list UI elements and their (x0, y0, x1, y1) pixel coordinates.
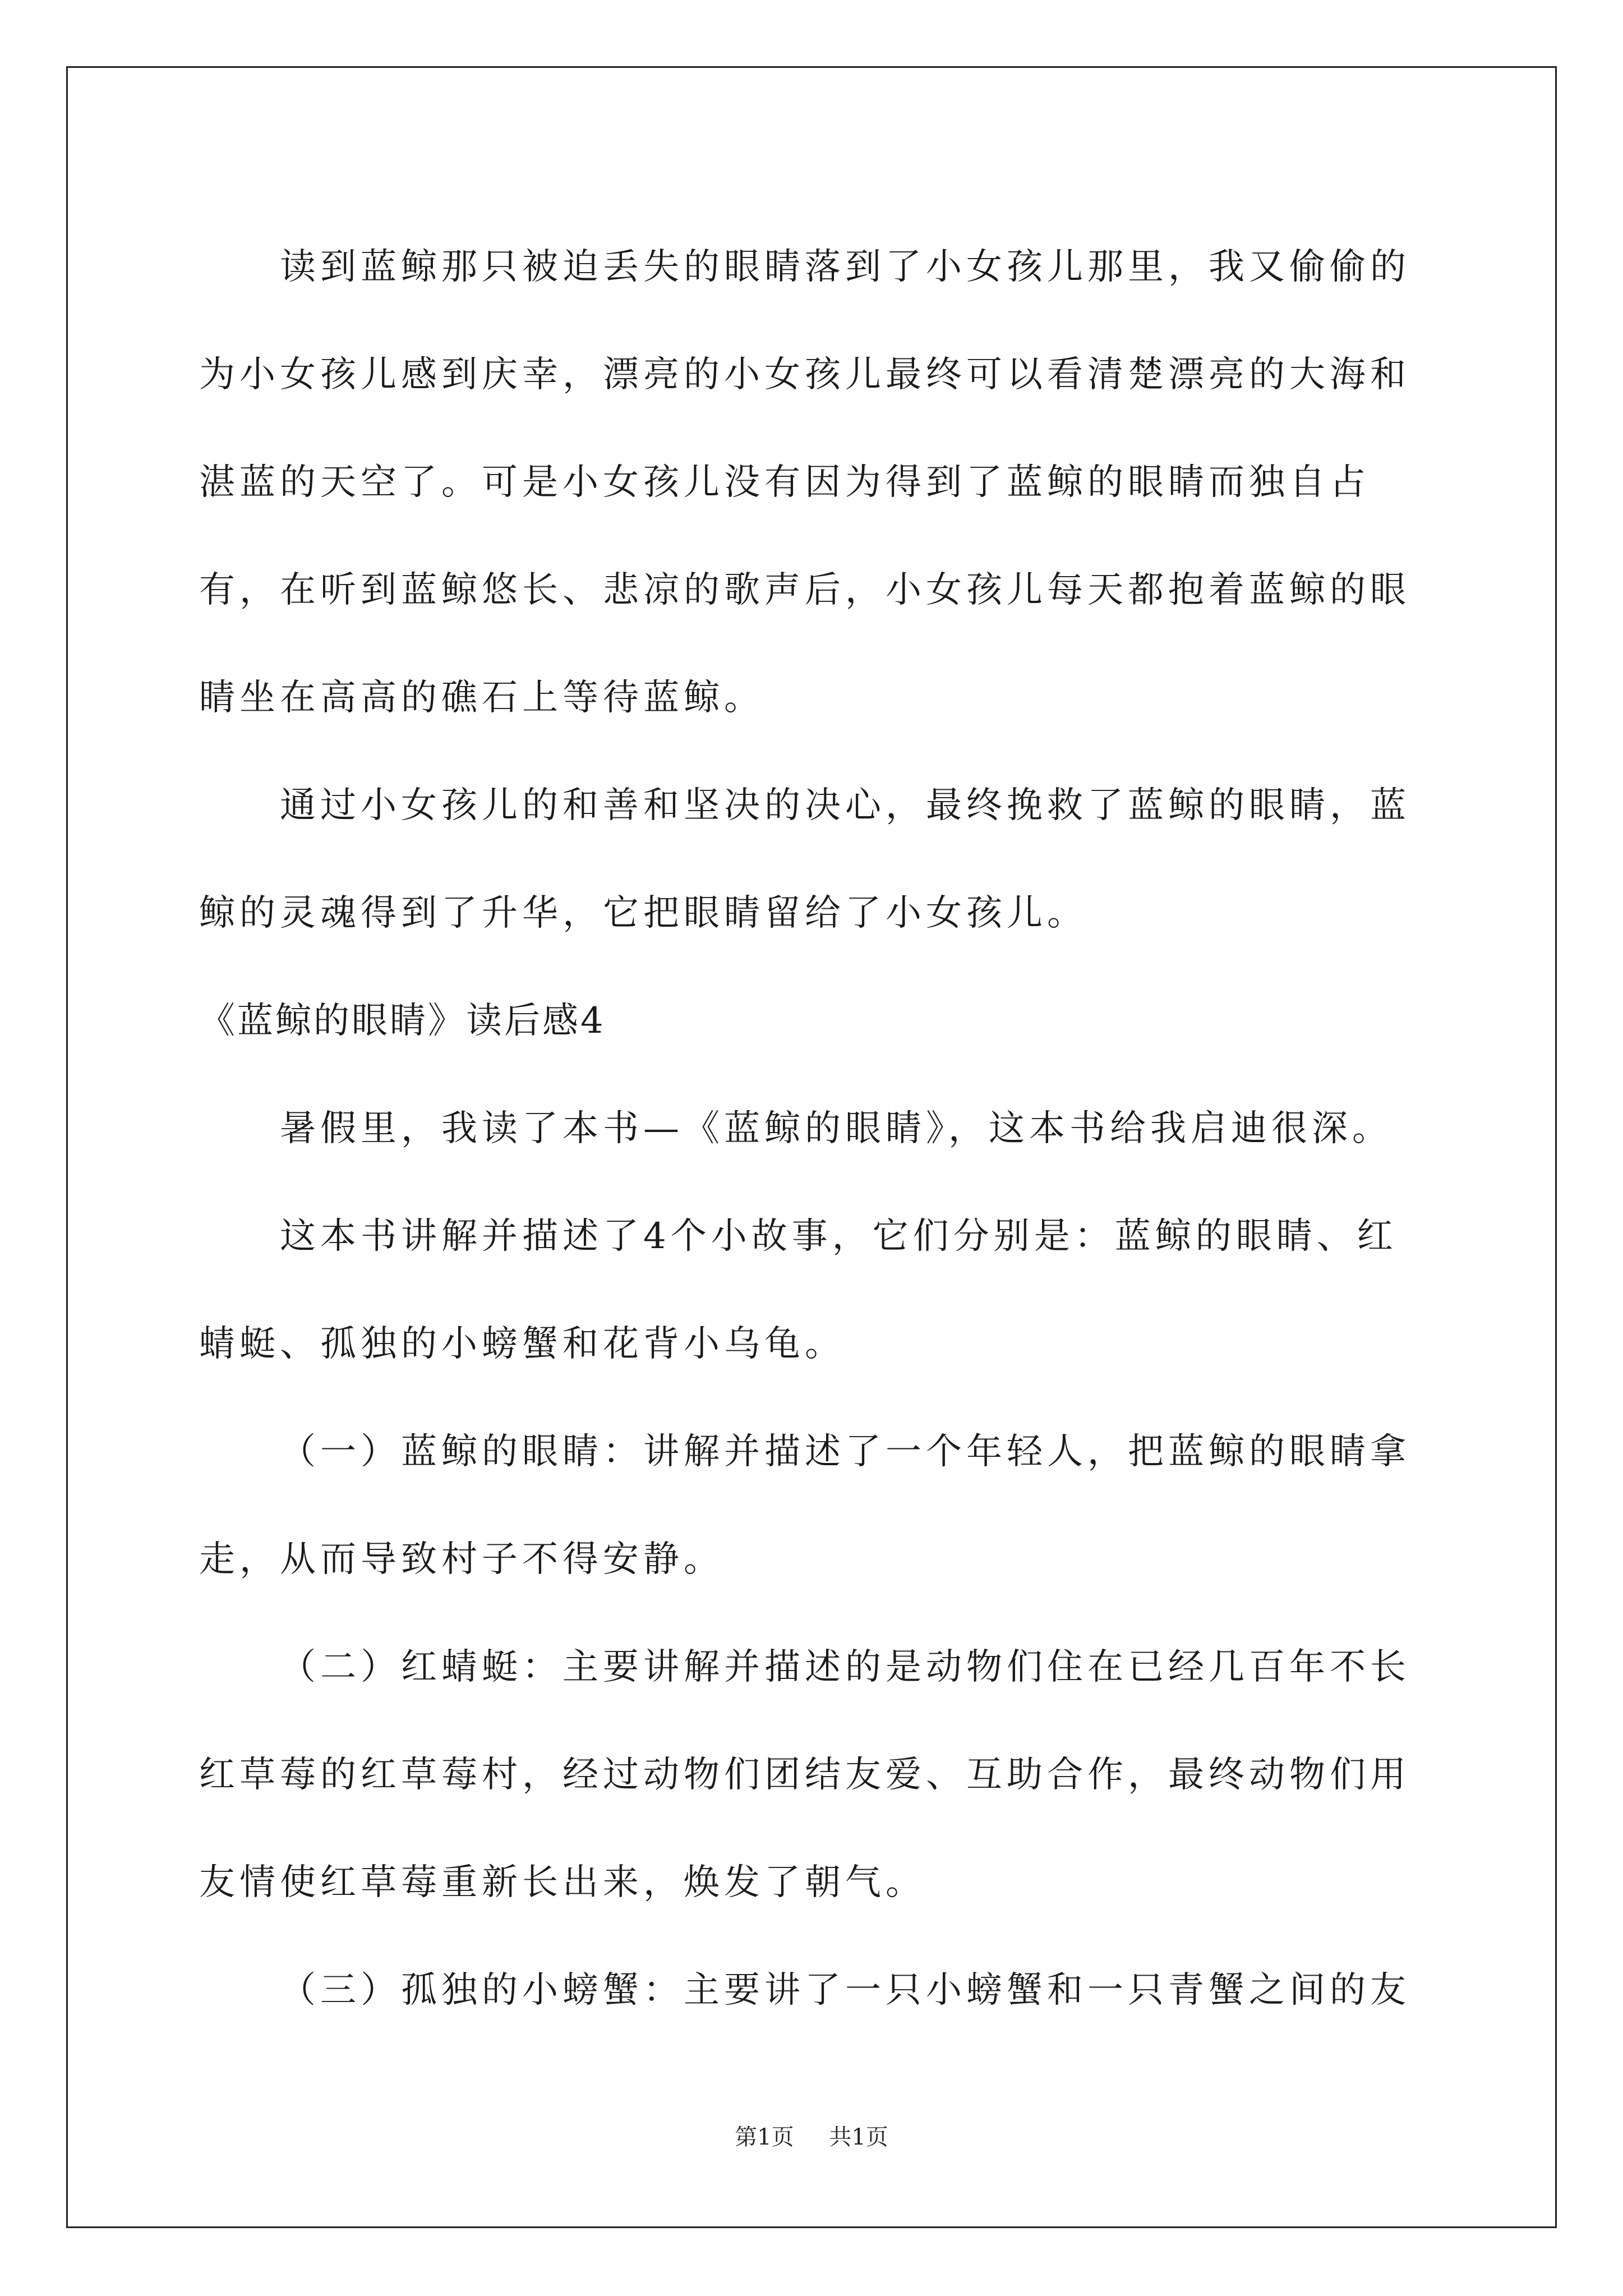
paragraph-4: 这本书讲解并描述了4个小故事，它们分别是：蓝鲸的眼睛、红蜻蜓、孤独的小螃蟹和花背小乌龟。 (199, 1216, 1398, 1365)
paragraph-1: 读到蓝鲸那只被迫丢失的眼睛落到了小女孩儿那里，我又偷偷的为小女孩儿感到庆幸，漂亮的小女孩儿最终可以看清楚漂亮的大海和湛蓝的天空了。可是小女孩儿没有因为得到了蓝鲸的眼睛而独自占有，在听到蓝鲸悠长、悲凉的歌声后，小女孩儿每天都抱着蓝鲸的眼睛坐在高高的礁石上等待蓝鲸。 (199, 246, 1410, 719)
document-body (199, 213, 1433, 2044)
paragraph-6: （二）红蜻蜓：主要讲解并描述的是动物们住在已经几百年不长红草莓的红草莓村，经过动物们团结友爱、互助合作，最终动物们用友情使红草莓重新长出来，焕发了朝气。 (199, 1646, 1410, 1903)
paragraph-2: 通过小女孩儿的和善和坚决的决心，最终挽救了蓝鲸的眼睛，蓝鲸的灵魂得到了升华，它把眼睛留给了小女孩儿。 (199, 785, 1410, 934)
paragraph-7: （三）孤独的小螃蟹：主要讲了一只小螃蟹和一只青蟹之间的友 (280, 1970, 1410, 2011)
paragraph-5: （一）蓝鲸的眼睛：讲解并描述了一个年轻人，把蓝鲸的眼睛拿走，从而导致村子不得安静。 (199, 1431, 1410, 1580)
paragraph-3: 暑假里，我读了本书—《蓝鲸的眼睛》，这本书给我启迪很深。 (280, 1108, 1393, 1149)
page-number: 第1页 (735, 2124, 794, 2150)
page-footer (0, 2119, 1623, 2151)
section-heading: 《蓝鲸的眼睛》读后感4 (199, 1000, 606, 1042)
page-total: 共1页 (829, 2124, 888, 2150)
